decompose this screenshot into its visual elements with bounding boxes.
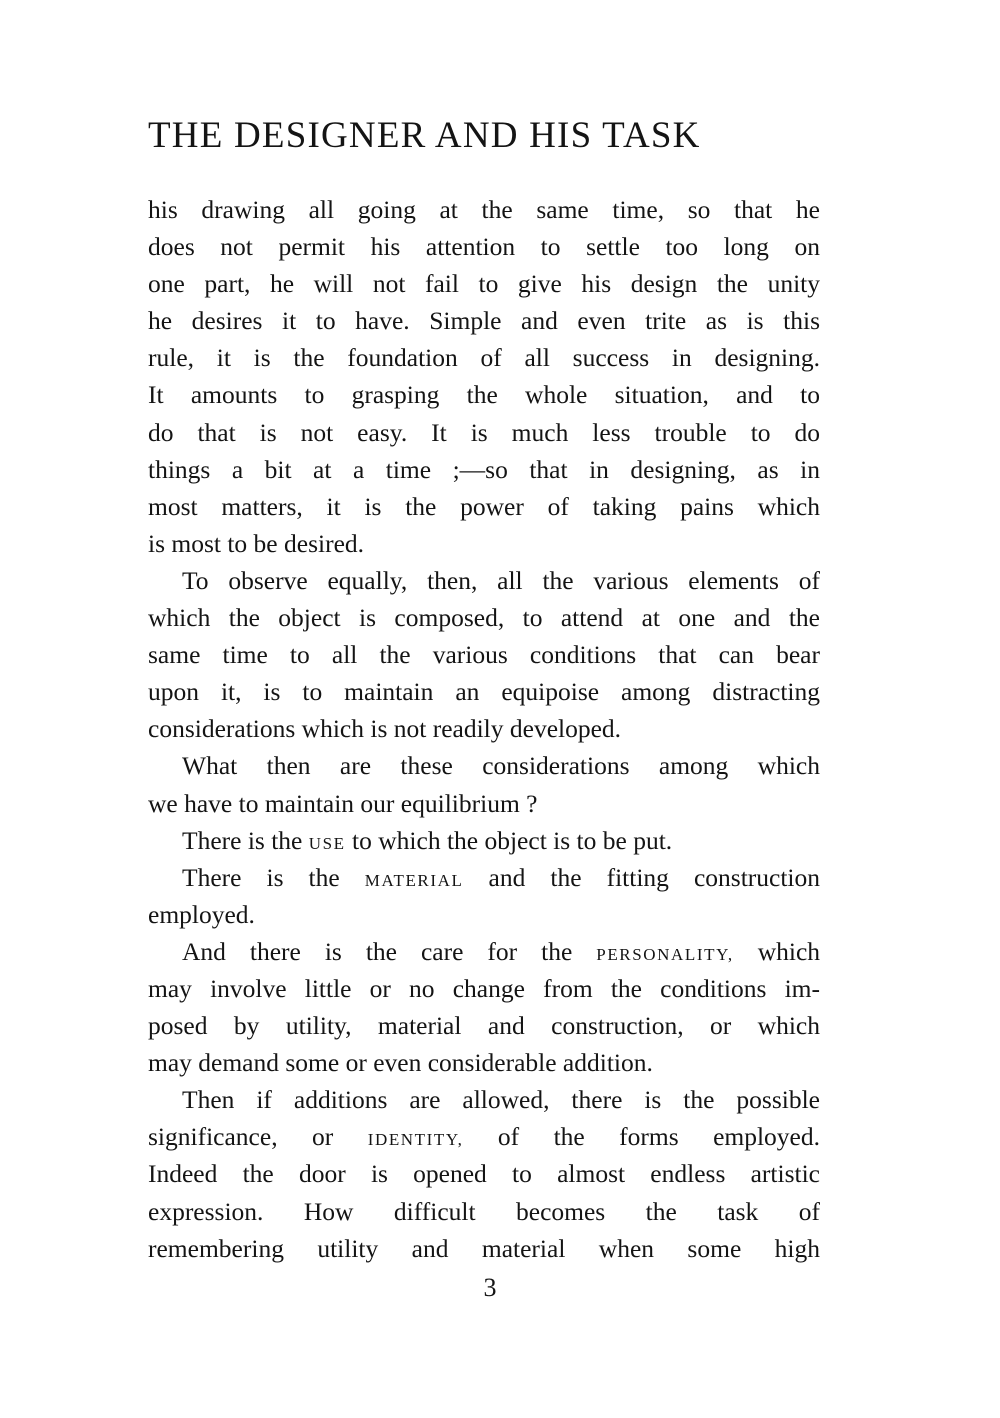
text-line: same time to all the various conditions that can bear xyxy=(148,640,820,670)
text-line: rule, it is the foundation of all success in designing. xyxy=(148,343,820,373)
text-line: remembering utility and material when some high xyxy=(148,1233,820,1263)
text-line xyxy=(148,1118,820,1155)
text-run: And there is the care for the xyxy=(182,936,573,966)
text-line: may involve little or no change from the conditions im- xyxy=(148,973,820,1003)
text-line: does not permit his attention to settle too long on xyxy=(148,232,820,262)
text-run: There is the xyxy=(182,862,340,892)
running-head: THE DESIGNER AND HIS TASK xyxy=(148,115,701,156)
body-text xyxy=(148,191,820,1267)
text-line: To observe equally, then, all the various elements of xyxy=(182,565,820,595)
text-run: of the forms employed. xyxy=(497,1122,821,1152)
text-run: and the fitting construction xyxy=(488,862,821,892)
text-line: his drawing all going at the same time, so that he xyxy=(148,195,820,224)
text-line: employed. xyxy=(148,899,255,929)
text-line: It amounts to grasping the whole situation, and to xyxy=(148,380,820,410)
text-line: most matters, it is the power of taking pains which xyxy=(148,491,820,521)
text-line: things a bit at a time ;—so that in designing, as in xyxy=(148,454,820,484)
text-run: to which the object is to be put. xyxy=(352,825,673,855)
text-line: he desires it to have. Simple and even trite as is this xyxy=(148,306,820,336)
text-line: which the object is composed, to attend at one and the xyxy=(148,603,820,633)
small-caps-term: PERSONALITY, xyxy=(596,944,734,964)
text-line: Indeed the door is opened to almost endless artistic xyxy=(148,1159,820,1189)
page-number: 3 xyxy=(483,1273,497,1302)
text-line: is most to be desired. xyxy=(148,528,365,558)
text-run: There is the xyxy=(182,825,303,855)
text-line: upon it, is to maintain an equipoise among distracting xyxy=(148,677,820,707)
small-caps-term: MATERIAL xyxy=(364,870,464,890)
text-line: Then if additions are allowed, there is the possible xyxy=(182,1085,820,1115)
text-line xyxy=(148,859,820,896)
text-line: one part, he will not fail to give his design the unity xyxy=(148,269,820,299)
text-line: may demand some or even considerable addition. xyxy=(148,1048,653,1078)
text-line: we have to maintain our equilibrium ? xyxy=(148,788,538,818)
small-caps-term: USE xyxy=(308,833,346,853)
text-line: do that is not easy. It is much less trouble to do xyxy=(148,417,820,447)
text-line: expression. How difficult becomes the task of xyxy=(148,1196,820,1226)
text-line: What then are these considerations among which xyxy=(182,751,820,781)
text-line xyxy=(148,822,820,859)
text-line: considerations which is not readily developed. xyxy=(148,714,622,744)
text-line: posed by utility, material and construction, or which xyxy=(148,1011,820,1041)
small-caps-term: IDENTITY, xyxy=(367,1130,464,1150)
text-line xyxy=(148,933,820,970)
text-run: significance, or xyxy=(148,1122,334,1152)
text-run: which xyxy=(757,936,821,966)
